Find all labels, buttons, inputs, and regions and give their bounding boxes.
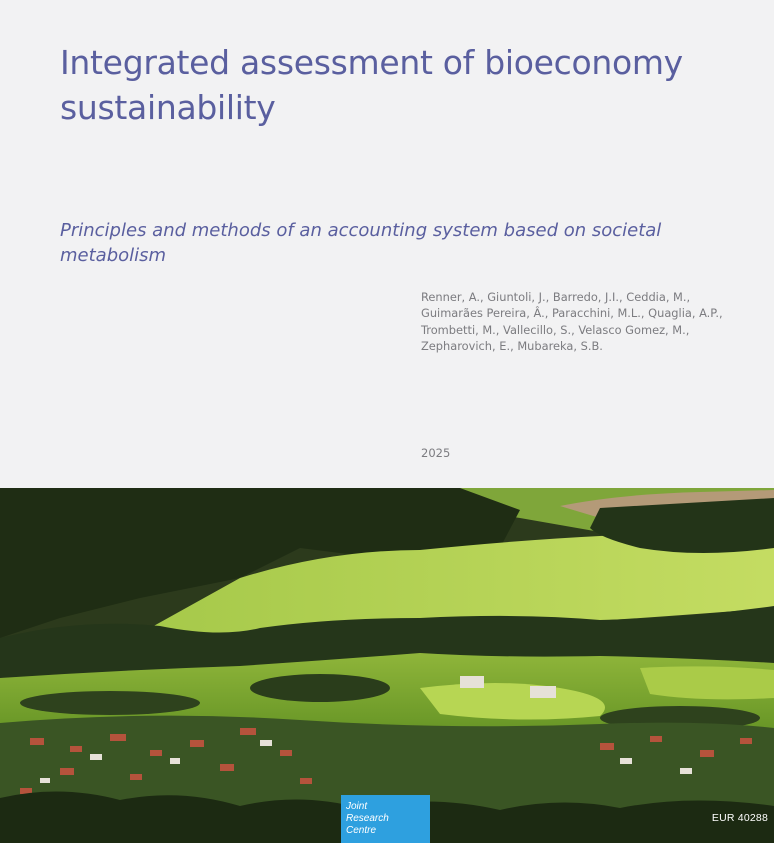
badge-line: Research [346, 813, 389, 824]
cover-landscape-photo [0, 488, 774, 843]
author-line: Guimarães Pereira, Â., Paracchini, M.L., Quaglia, A.P., [421, 306, 723, 321]
author-line: Zepharovich, E., Mubareka, S.B. [421, 339, 603, 354]
author-line: Renner, A., Giuntoli, J., Barredo, J.I., Ceddia, M., [421, 290, 691, 304]
author-list [421, 289, 761, 355]
publication-year: 2025 [421, 446, 451, 460]
report-number: EUR 40288 [711, 812, 768, 824]
author-line: Trombetti, M., Vallecillo, S., Velasco Gomez, M., [421, 322, 690, 337]
sunlit-field [640, 666, 774, 699]
jrc-logo-badge [341, 795, 430, 843]
tree-cluster [20, 691, 200, 715]
badge-line: Joint [346, 801, 368, 812]
document-subtitle: Principles and methods of an accounting system based on societal metabolism [60, 220, 662, 266]
document-title: Integrated assessment of bioeconomy sustainability [60, 43, 683, 127]
badge-line: Centre [346, 825, 377, 836]
tree-cluster [250, 674, 390, 702]
